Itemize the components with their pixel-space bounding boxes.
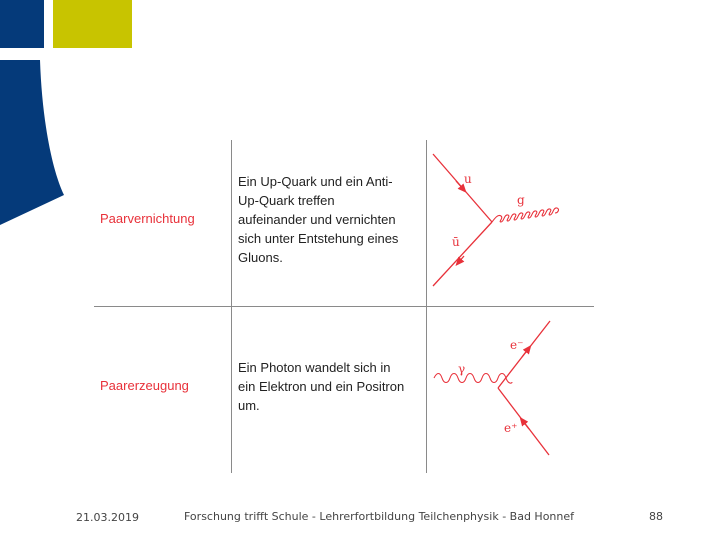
photon-line: [434, 374, 512, 384]
description-line: sich unter Entstehung eines: [238, 231, 399, 246]
navy-swoosh: [0, 60, 64, 225]
footer-date: 21.03.2019: [76, 511, 139, 524]
label-u-bar: ū: [452, 235, 460, 249]
olive-block: [53, 0, 132, 48]
antiquark-line: [433, 222, 492, 286]
label-positron: e⁺: [504, 421, 518, 435]
description-line: Ein Up-Quark und ein Anti-: [238, 174, 393, 189]
row-label-paarvernichtung: Paarvernichtung: [100, 211, 195, 226]
label-u: u: [464, 172, 472, 186]
row-description-paarerzeugung: [238, 358, 423, 415]
row-label-paarerzeugung: Paarerzeugung: [100, 378, 189, 393]
description-line: um.: [238, 398, 260, 413]
footer-page-number: 88: [649, 510, 663, 523]
quark-arrow-up: [456, 181, 464, 190]
label-g: g: [517, 193, 525, 207]
positron-arrow: [522, 420, 529, 429]
navy-block: [0, 0, 44, 48]
table-divider-horizontal: [94, 306, 594, 307]
footer-title: Forschung trifft Schule - Lehrerfortbildung Teilchenphysik - Bad Honnef: [184, 510, 575, 523]
description-line: Ein Photon wandelt sich in: [238, 360, 391, 375]
feynman-diagram-pair-production: [428, 316, 598, 466]
corner-decoration: [0, 0, 140, 230]
description-line: Gluons.: [238, 250, 283, 265]
feynman-diagram-annihilation: [428, 146, 598, 296]
label-gamma: γ: [458, 362, 466, 376]
description-line: aufeinander und vernichten: [238, 212, 396, 227]
description-line: ein Elektron und ein Positron: [238, 379, 405, 394]
label-electron: e⁻: [510, 338, 524, 352]
gluon-line: [492, 208, 558, 222]
description-line: Up-Quark treffen: [238, 193, 335, 208]
row-description-paarvernichtung: [238, 172, 423, 267]
